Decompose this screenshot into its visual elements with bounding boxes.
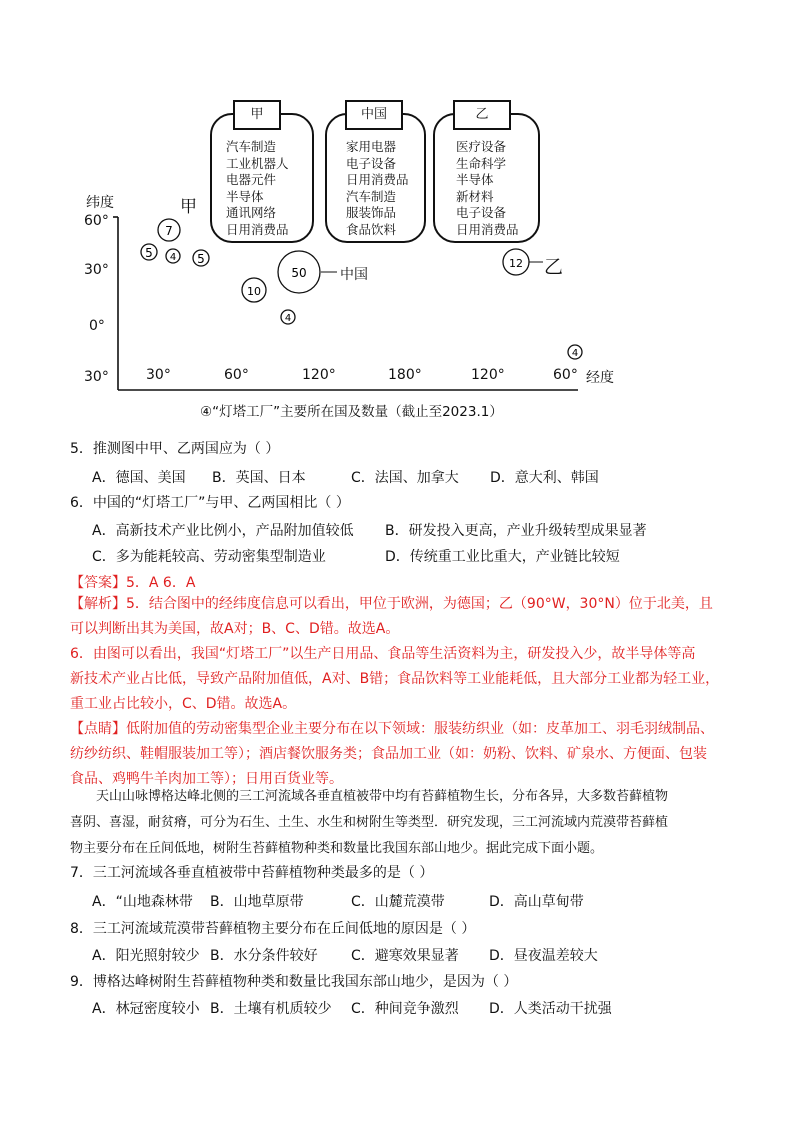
y-tick: 30° [84, 369, 109, 385]
x-tick: 60° [553, 367, 578, 383]
question-9-stem: 9．博格达峰树附生苔藓植物种类和数量比我国东部山地少，是因为（ ） [70, 974, 518, 990]
q5-option-a: A．德国、美国 [92, 470, 186, 486]
q9-option-a: A．林冠密度较小 [92, 1001, 200, 1017]
x-tick: 120° [471, 367, 505, 383]
y-axis-label: 纬度 [86, 195, 114, 211]
q7-option-b: B．山地草原带 [210, 894, 304, 910]
box-item: 食品饮料 [346, 221, 397, 237]
bubble-label: 4 [169, 252, 177, 263]
analysis-line: 6．由图可以看出，我国“灯塔工厂”以生产日用品、食品等生活资料为主，研发投入少，故半导体等高 [70, 646, 696, 662]
box-item: 日用消费品 [346, 172, 409, 188]
y-tick: 0° [89, 318, 105, 334]
q9-option-d: D．人类活动干扰强 [489, 1001, 612, 1017]
box-title-china: 中国 [345, 100, 403, 130]
q9-option-c: C．种间竞争激烈 [351, 1001, 459, 1017]
passage-line: 喜阴、喜湿，耐贫瘠，可分为石生、土生、水生和树附生等类型．研究发现，三工河流域内荒漠带苔藓植 [70, 815, 669, 830]
x-tick: 180° [388, 367, 422, 383]
q6-option-b: B．研发投入更高，产业升级转型成果显著 [385, 523, 647, 539]
comment-line: 【点睛】低附加值的劳动密集型企业主要分布在以下领域：服装纺织业（如：皮革加工、羽毛羽绒制品、 [70, 721, 714, 737]
box-item: 工业机器人 [226, 155, 289, 171]
figure-caption: ④“灯塔工厂”主要所在国及数量（截止至2023.1） [200, 404, 503, 420]
comment-line: 纺纱纺织、鞋帽服装加工等）；酒店餐饮服务类；食品加工业（如：奶粉、饮料、矿泉水、方便面、包装 [70, 746, 707, 762]
box-item: 日用消费品 [456, 221, 519, 237]
q8-option-b: B．水分条件较好 [210, 948, 318, 964]
y-tick: 30° [84, 262, 109, 278]
box-item: 汽车制造 [226, 139, 277, 154]
x-tick: 30° [146, 367, 171, 383]
box-title-jia: 甲 [233, 100, 281, 130]
question-5-stem: 5．推测图中甲、乙两国应为（ ） [70, 441, 280, 457]
box-item: 通讯网络 [226, 205, 277, 221]
q6-option-d: D．传统重工业比重大，产业链比较短 [385, 549, 620, 565]
passage-line: 天山山咏博格达峰北侧的三工河流域各垂直植被带中均有苔藓植物生长，分布各异，大多数苔藓植物 [96, 789, 669, 804]
analysis-line: 【解析】5．结合图中的经纬度信息可以看出，甲位于欧洲，为德国；乙（90°W，30°N）位于北美，且 [70, 596, 713, 612]
x-axis-label: 经度 [586, 370, 614, 386]
comment-line: 食品、鸡鸭牛羊肉加工等）；日用百货业等。 [70, 771, 343, 787]
box-item: 服装饰品 [346, 205, 397, 221]
analysis-line: 可以判断出其为美国，故A对；B、C、D错。故选A。 [70, 621, 400, 637]
x-tick: 60° [224, 367, 249, 383]
answer-line: 【答案】5．A 6．A [70, 575, 196, 591]
q8-option-c: C．避寒效果显著 [351, 948, 459, 964]
q8-option-a: A．阳光照射较少 [92, 948, 200, 964]
q7-option-d: D．高山草甸带 [489, 894, 584, 910]
q5-option-b: B．英国、日本 [212, 470, 306, 486]
box-item: 生命科学 [456, 155, 507, 171]
bubble-label: 50 [291, 266, 307, 280]
bubble-label: 10 [247, 285, 261, 298]
bubble-label: 4 [571, 348, 579, 359]
bubble-label: 4 [284, 313, 292, 324]
box-item: 汽车制造 [346, 188, 397, 204]
q7-option-a: A．“山地森林带 [92, 894, 193, 910]
bubble-label: 7 [165, 224, 173, 238]
y-tick: 60° [84, 213, 109, 229]
label-jia: 甲 [180, 197, 197, 217]
passage-line: 物主要分布在丘间低地，树附生苔藓植物种类和数量比我国东部山地少。据此完成下面小题。 [70, 841, 604, 856]
box-title-yi: 乙 [453, 100, 511, 130]
q6-option-c: C．多为能耗较高、劳动密集型制造业 [92, 549, 326, 565]
reading-passage [70, 784, 730, 862]
label-china: 中国 [340, 267, 368, 283]
question-6-stem: 6．中国的“灯塔工厂”与甲、乙两国相比（ ） [70, 495, 350, 511]
x-tick: 120° [302, 367, 336, 383]
q6-option-a: A．高新技术产业比例小，产品附加值较低 [92, 523, 354, 539]
analysis [70, 592, 730, 717]
box-item: 半导体 [226, 188, 264, 204]
q5-option-d: D．意大利、韩国 [490, 470, 599, 486]
question-8-stem: 8．三工河流域荒漠带苔藓植物主要分布在丘间低地的原因是（ ） [70, 921, 476, 937]
box-item: 医疗设备 [456, 139, 507, 154]
box-item: 家用电器 [346, 139, 397, 154]
q5-option-c: C．法国、加拿大 [351, 470, 459, 486]
question-7-stem: 7．三工河流域各垂直植被带中苔藓植物种类最多的是（ ） [70, 865, 434, 881]
box-item: 电子设备 [346, 155, 397, 171]
analysis-line: 新技术产业占比低，导致产品附加值低，A对、B错；食品饮料等工业能耗低，且大部分工业都为轻工业， [70, 671, 720, 687]
box-item: 日用消费品 [226, 221, 289, 237]
q8-option-d: D．昼夜温差较大 [489, 948, 598, 964]
bubble-label: 5 [145, 246, 153, 260]
q7-option-c: C．山麓荒漠带 [351, 894, 445, 910]
box-item: 电器元件 [226, 172, 277, 188]
bubble-chart [0, 0, 800, 420]
label-yi: 乙 [544, 256, 564, 278]
bubble-label: 5 [197, 252, 205, 266]
analysis-line: 重工业占比较小，C、D错。故选A。 [70, 696, 297, 712]
q9-option-b: B．土壤有机质较少 [210, 1001, 332, 1017]
comment [70, 717, 730, 792]
box-item: 新材料 [456, 188, 494, 204]
bubble-label: 12 [509, 257, 523, 270]
box-item: 半导体 [456, 172, 494, 188]
box-item: 电子设备 [456, 205, 507, 221]
